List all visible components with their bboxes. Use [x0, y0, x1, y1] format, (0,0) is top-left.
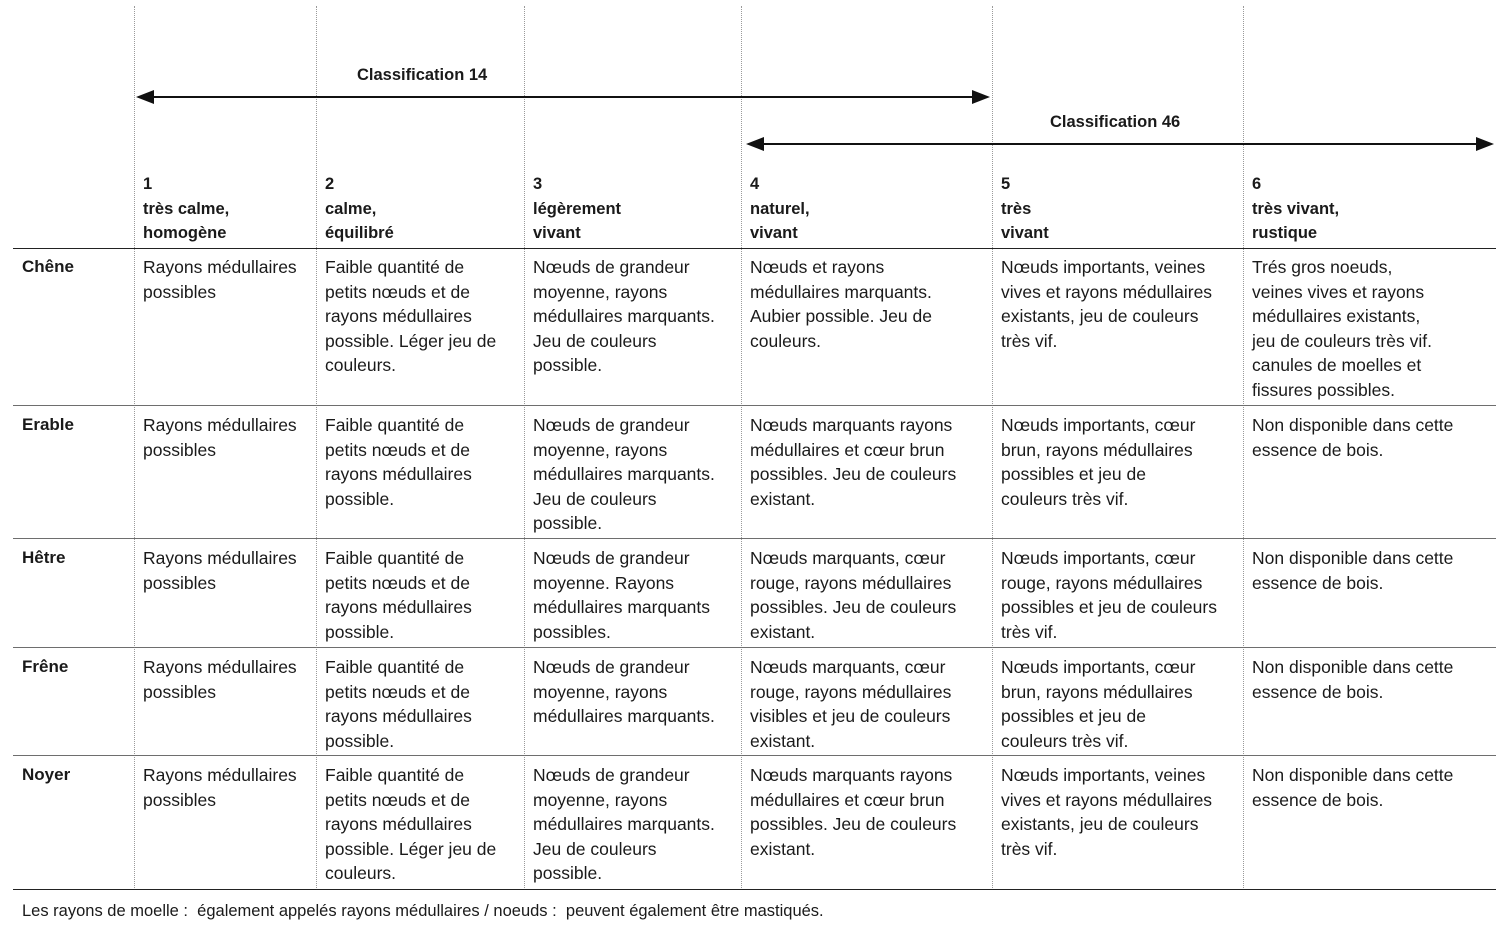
header-label: légèrement — [533, 199, 622, 218]
table-cell: Nœuds marquants rayons médullaires et cœur brun possibles. Jeu de couleurs existant. — [750, 765, 957, 859]
row-label: Noyer — [22, 765, 71, 784]
header-number: 4 — [750, 175, 760, 193]
table-cell: Nœuds importants, veines vives et rayons médullaires existants, jeu de couleurs très vif. — [1001, 765, 1213, 859]
row-label: Erable — [22, 415, 74, 434]
table-cell: Nœuds importants, veines vives et rayons médullaires existants, jeu de couleurs très vif. — [1001, 257, 1213, 351]
header-divider — [13, 248, 1496, 249]
header-label: vivant — [750, 224, 798, 242]
table-cell: Non disponible dans cette essence de bois. — [1252, 415, 1454, 460]
table-cell: Faible quantité de petits nœuds et de rayons médullaires possible. Léger jeu de couleurs. — [325, 765, 497, 883]
table-cell: Rayons médullaires possibles — [143, 657, 297, 702]
classification-14-label: Classification 14 — [357, 66, 488, 84]
column-divider — [134, 6, 135, 890]
header-label: rustique — [1252, 224, 1318, 242]
table-cell: Faible quantité de petits nœuds et de rayons médullaires possible. — [325, 415, 472, 509]
table-cell: Nœuds de grandeur moyenne. Rayons médullaires marquants possibles. — [533, 548, 711, 642]
column-divider — [316, 6, 317, 890]
table-cell: Nœuds importants, cœur brun, rayons médullaires possibles et jeu de couleurs très vif. — [1001, 415, 1196, 509]
header-label: calme, — [325, 199, 377, 218]
header-column-5 — [1001, 172, 1049, 246]
classification-46-arrow — [744, 135, 1496, 153]
row-divider — [13, 755, 1496, 756]
header-number: 1 — [143, 175, 153, 193]
header-column-6 — [1252, 172, 1339, 246]
header-column-4 — [750, 172, 810, 246]
table-cell: Nœuds importants, cœur brun, rayons médullaires possibles et jeu de couleurs très vif. — [1001, 657, 1196, 751]
header-column-3 — [533, 172, 621, 246]
table-cell: Faible quantité de petits nœuds et de rayons médullaires possible. Léger jeu de couleurs. — [325, 257, 497, 375]
table-cell: Non disponible dans cette essence de bois. — [1252, 657, 1454, 702]
column-divider — [524, 6, 525, 890]
header-label: équilibré — [325, 224, 394, 242]
table-cell: Nœuds importants, cœur rouge, rayons médullaires possibles et jeu de couleurs très vif. — [1001, 548, 1217, 642]
classification-46-label: Classification 46 — [1050, 113, 1181, 131]
table-cell: Faible quantité de petits nœuds et de rayons médullaires possible. — [325, 657, 472, 751]
table-cell: Nœuds marquants, cœur rouge, rayons médullaires visibles et jeu de couleurs existant. — [750, 657, 952, 751]
table-cell: Non disponible dans cette essence de bois. — [1252, 548, 1454, 593]
table-cell: Nœuds de grandeur moyenne, rayons médullaires marquants. Jeu de couleurs possible. — [533, 257, 715, 375]
table-cell: Nœuds et rayons médullaires marquants. Aubier possible. Jeu de couleurs. — [750, 257, 932, 351]
header-label: très — [1001, 199, 1032, 218]
header-number: 2 — [325, 175, 335, 193]
table-cell: Faible quantité de petits nœuds et de rayons médullaires possible. — [325, 548, 472, 642]
table-cell: Trés gros noeuds, veines vives et rayons médullaires existants, jeu de couleurs très vif. canules de moelles et fissures possibles. — [1252, 257, 1432, 400]
row-label: Frêne — [22, 657, 69, 676]
header-label: vivant — [1001, 224, 1049, 242]
header-column-2 — [325, 172, 394, 246]
header-label: homogène — [143, 224, 227, 242]
row-label: Chêne — [22, 257, 74, 276]
row-divider — [13, 405, 1496, 406]
table-bottom-rule — [13, 889, 1496, 890]
header-label: vivant — [533, 224, 581, 242]
header-number: 5 — [1001, 175, 1011, 193]
table-cell: Rayons médullaires possibles — [143, 415, 297, 460]
column-divider — [741, 6, 742, 890]
footnote: Les rayons de moelle : également appelés rayons médullaires / noeuds : peuvent également être mastiqués. — [22, 902, 824, 920]
row-divider — [13, 647, 1496, 648]
header-label: naturel, — [750, 199, 810, 218]
header-label: très calme, — [143, 199, 230, 218]
table-cell: Rayons médullaires possibles — [143, 548, 297, 593]
table-cell: Nœuds de grandeur moyenne, rayons médullaires marquants. Jeu de couleurs possible. — [533, 415, 715, 533]
table-cell: Rayons médullaires possibles — [143, 257, 297, 302]
table-cell: Rayons médullaires possibles — [143, 765, 297, 810]
row-label: Hêtre — [22, 548, 66, 567]
classification-14-arrow — [134, 88, 994, 106]
header-number: 3 — [533, 175, 543, 193]
table-cell: Nœuds marquants, cœur rouge, rayons médullaires possibles. Jeu de couleurs existant. — [750, 548, 957, 642]
header-column-1 — [143, 172, 229, 246]
table-cell: Nœuds de grandeur moyenne, rayons médullaires marquants. Jeu de couleurs possible. — [533, 765, 715, 883]
table-cell: Nœuds de grandeur moyenne, rayons médullaires marquants. — [533, 657, 715, 726]
row-divider — [13, 538, 1496, 539]
header-number: 6 — [1252, 175, 1262, 193]
table-cell: Non disponible dans cette essence de bois. — [1252, 765, 1454, 810]
header-label: très vivant, — [1252, 199, 1340, 218]
table-cell: Nœuds marquants rayons médullaires et cœur brun possibles. Jeu de couleurs existant. — [750, 415, 957, 509]
